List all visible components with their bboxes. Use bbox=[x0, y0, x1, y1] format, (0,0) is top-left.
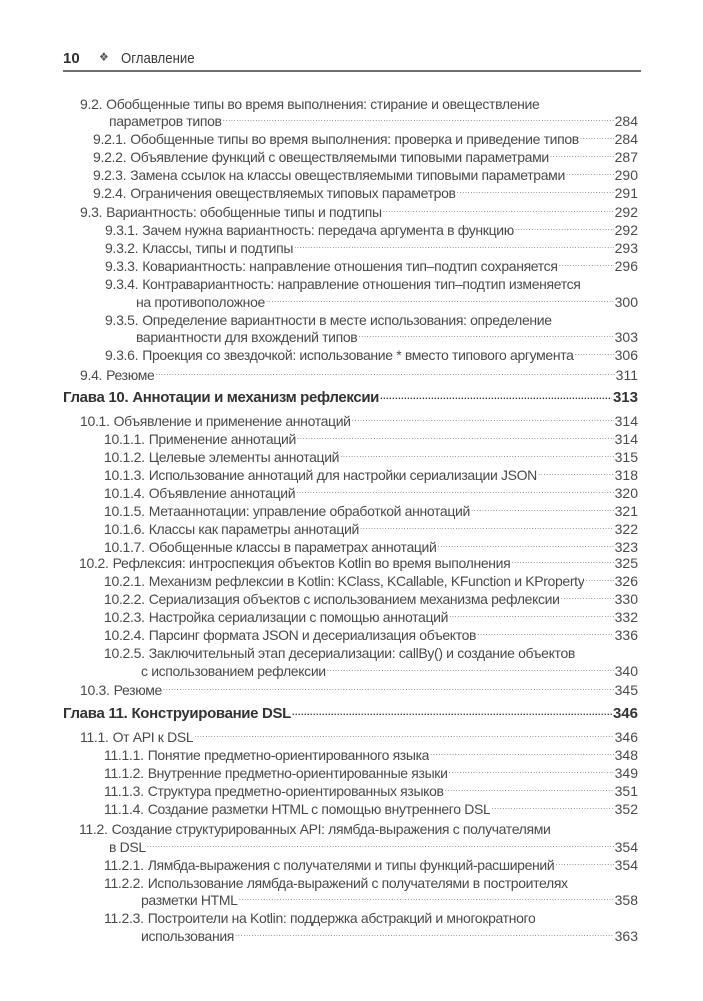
entry-title: Лямбда-выражения с получателями и типы функций-расширений bbox=[147, 857, 555, 873]
header-rule bbox=[63, 70, 641, 72]
dot-leader bbox=[536, 905, 637, 923]
toc-subsection-entry bbox=[105, 271, 638, 292]
dot-leader bbox=[553, 307, 637, 325]
entry-page-number: 363 bbox=[614, 928, 638, 944]
dot-leader bbox=[551, 816, 637, 834]
dot-leader bbox=[292, 700, 612, 718]
entry-number: 10.2.2. bbox=[104, 591, 145, 607]
toc-subsection-entry bbox=[104, 516, 638, 537]
entry-page-number: 313 bbox=[612, 389, 638, 406]
toc-section-entry bbox=[79, 816, 638, 837]
toc-subsection-entry bbox=[104, 852, 638, 873]
toc-section-entry bbox=[79, 550, 638, 571]
entry-number: 10.2. bbox=[79, 555, 109, 571]
running-header bbox=[63, 48, 640, 70]
dot-leader bbox=[477, 622, 614, 640]
toc-section-entry bbox=[80, 408, 638, 429]
entry-title: вариантности для вхождений типов bbox=[136, 329, 358, 345]
entry-title: Резюме bbox=[106, 367, 155, 383]
toc-subsection-entry bbox=[105, 253, 638, 274]
entry-title: Обобщенные типы во время выполнения: стирание и овеществление bbox=[106, 96, 540, 112]
dot-leader bbox=[358, 324, 613, 342]
dot-leader bbox=[471, 498, 614, 516]
dot-leader bbox=[575, 342, 614, 360]
entry-page-number: 290 bbox=[614, 167, 638, 183]
entry-title: Классы как параметры аннотаций bbox=[148, 521, 359, 537]
dot-leader bbox=[576, 640, 637, 658]
entry-number: 11.1.1. bbox=[104, 747, 144, 763]
entry-page-number: 322 bbox=[614, 521, 638, 537]
entry-title: Использование лямбда-выражений с получателями в построителях bbox=[147, 875, 568, 891]
entry-title: Целевые элементы аннотаций bbox=[148, 449, 340, 465]
entry-title: От API к DSL bbox=[112, 729, 194, 745]
toc-section-entry bbox=[80, 199, 638, 220]
entry-title: Заключительный этап десериализации: callBy() и создание объектов bbox=[148, 645, 575, 661]
entry-title: Зачем нужна вариантность: передача аргумента в функцию bbox=[142, 222, 514, 238]
toc-subsection-entry bbox=[104, 498, 638, 519]
entry-page-number: 292 bbox=[614, 204, 638, 220]
entry-number: 11.1.3. bbox=[104, 783, 144, 799]
entry-number: 10.1.7. bbox=[104, 539, 145, 555]
dot-leader bbox=[430, 742, 614, 760]
entry-number: 10.2.1. bbox=[104, 573, 145, 589]
entry-number: 9.3. bbox=[80, 204, 103, 220]
entry-number: 9.3.4. bbox=[105, 276, 139, 292]
dot-leader bbox=[491, 796, 613, 814]
entry-page-number: 321 bbox=[614, 503, 638, 519]
entry-page-number: 320 bbox=[614, 485, 638, 501]
toc-subsection-entry bbox=[136, 289, 638, 310]
entry-number: 9.2.1. bbox=[93, 131, 127, 147]
entry-number: 9.3.6. bbox=[105, 347, 139, 363]
entry-page-number: 336 bbox=[614, 627, 638, 643]
toc-subsection-entry bbox=[104, 640, 638, 661]
entry-number: 10.1. bbox=[80, 413, 110, 429]
entry-title: Обобщенные типы во время выполнения: проверка и приведение типов bbox=[130, 131, 579, 147]
toc-subsection-entry bbox=[104, 604, 638, 625]
entry-title: Ковариантность: направление отношения тип–подтип сохраняется bbox=[142, 258, 558, 274]
dot-leader bbox=[155, 362, 614, 380]
entry-page-number: 330 bbox=[614, 591, 638, 607]
dot-leader bbox=[352, 408, 614, 426]
entry-title: Контравариантность: направление отношения тип–подтип изменяется bbox=[142, 276, 581, 292]
entry-page-number: 332 bbox=[614, 609, 638, 625]
entry-page-number: 351 bbox=[614, 783, 638, 799]
dot-leader bbox=[566, 162, 614, 180]
entry-title: Внутренние предметно-ориентированные языки bbox=[147, 765, 448, 781]
entry-page-number: 296 bbox=[614, 258, 638, 274]
entry-page-number: 345 bbox=[614, 682, 638, 698]
entry-title: Парсинг формата JSON и десериализация объектов bbox=[148, 627, 477, 643]
toc-subsection-entry bbox=[104, 568, 638, 589]
entry-number: 9.4. bbox=[80, 367, 103, 383]
dot-leader bbox=[449, 604, 614, 622]
entry-number: 10.1.3. bbox=[104, 467, 145, 483]
toc-section-entry bbox=[80, 677, 638, 698]
entry-number: 9.2. bbox=[80, 96, 103, 112]
entry-number: 10.2.3. bbox=[104, 609, 145, 625]
entry-page-number: 303 bbox=[614, 329, 638, 345]
toc-subsection-entry bbox=[105, 217, 638, 238]
dot-leader bbox=[194, 724, 613, 742]
entry-title: Аннотации и механизм рефлексии bbox=[132, 389, 380, 406]
toc-subsection-entry bbox=[93, 162, 638, 183]
toc-section-entry bbox=[109, 108, 638, 129]
toc-subsection-entry bbox=[104, 622, 638, 643]
toc-subsection-entry bbox=[104, 870, 638, 891]
dot-leader bbox=[569, 870, 637, 888]
entry-title: Метааннотации: управление обработкой аннотаций bbox=[148, 503, 470, 519]
entry-title: параметров типов bbox=[109, 113, 222, 129]
entry-page-number: 346 bbox=[614, 729, 638, 745]
entry-number: 11.2. bbox=[79, 821, 108, 837]
dot-leader bbox=[380, 384, 612, 402]
dot-leader bbox=[296, 480, 613, 498]
entry-number: 11.2.3. bbox=[104, 910, 144, 926]
toc-subsection-entry bbox=[104, 586, 638, 607]
entry-number: Глава 11. bbox=[63, 705, 128, 722]
entry-title: Объявление функций с овеществляемыми типовыми параметрами bbox=[130, 149, 549, 165]
entry-title: Создание структурированных API: лямбда-выражения с получателями bbox=[111, 821, 551, 837]
dot-leader bbox=[294, 235, 614, 253]
entry-page-number: 291 bbox=[614, 185, 638, 201]
entry-number: 9.2.4. bbox=[93, 185, 127, 201]
toc-subsection-entry bbox=[93, 144, 638, 165]
toc-subsection-entry bbox=[104, 462, 638, 483]
entry-number: 9.3.1. bbox=[105, 222, 139, 238]
entry-number: 10.1.4. bbox=[104, 485, 145, 501]
entry-number: 9.2.2. bbox=[93, 149, 127, 165]
toc-subsection-entry bbox=[105, 307, 638, 328]
entry-title: Применение аннотаций bbox=[148, 431, 296, 447]
entry-page-number: 306 bbox=[614, 347, 638, 363]
toc-subsection-entry bbox=[93, 180, 638, 201]
dot-leader bbox=[550, 144, 614, 162]
entry-title: разметки HTML bbox=[141, 892, 238, 908]
entry-page-number: 358 bbox=[614, 892, 638, 908]
entry-title: Механизм рефлексии в Kotlin: KClass, KCallable, KFunction и KProperty bbox=[148, 573, 585, 589]
toc-section-entry bbox=[80, 91, 638, 112]
entry-page-number: 346 bbox=[612, 705, 638, 722]
entry-page-number: 284 bbox=[614, 113, 638, 129]
entry-title: Объявление аннотаций bbox=[148, 485, 296, 501]
entry-title: в DSL bbox=[109, 839, 146, 855]
entry-number: 10.3. bbox=[80, 682, 110, 698]
toc-chapter-entry bbox=[63, 700, 638, 722]
entry-title: Классы, типы и подтипы bbox=[142, 240, 294, 256]
dot-leader bbox=[340, 444, 613, 462]
entry-number: 9.2.3. bbox=[93, 167, 127, 183]
toc-subsection-entry bbox=[104, 760, 638, 781]
toc-subsection-entry bbox=[104, 742, 638, 763]
entry-page-number: 293 bbox=[614, 240, 638, 256]
entry-page-number: 352 bbox=[614, 801, 638, 817]
toc-section-entry bbox=[80, 362, 638, 383]
dot-leader bbox=[383, 199, 614, 217]
entry-number: 10.1.6. bbox=[104, 521, 145, 537]
entry-number: 11.2.2. bbox=[104, 875, 144, 891]
dot-leader bbox=[555, 852, 613, 870]
entry-page-number: 314 bbox=[614, 413, 638, 429]
entry-number: 9.3.5. bbox=[105, 312, 139, 328]
entry-title: Резюме bbox=[113, 682, 162, 698]
dot-leader bbox=[147, 834, 614, 852]
entry-title: с использованием рефлексии bbox=[141, 663, 326, 679]
entry-title: Построители на Kotlin: поддержка абстракций и многократного bbox=[147, 910, 536, 926]
ornament-icon: ❖ bbox=[99, 50, 109, 64]
dot-leader bbox=[235, 923, 614, 941]
entry-title: Рефлексия: интроспекция объектов Kotlin во время выполнения bbox=[112, 555, 511, 571]
toc-subsection-entry bbox=[141, 887, 638, 908]
dot-leader bbox=[239, 887, 614, 905]
dot-leader bbox=[582, 271, 637, 289]
entry-page-number: 354 bbox=[614, 839, 638, 855]
entry-page-number: 300 bbox=[614, 294, 638, 310]
entry-page-number: 340 bbox=[614, 663, 638, 679]
entry-title: Ограничения овеществляемых типовых параметров bbox=[130, 185, 456, 201]
dot-leader bbox=[360, 516, 614, 534]
entry-number: 10.1.5. bbox=[104, 503, 145, 519]
header-title: Оглавление bbox=[121, 50, 195, 67]
dot-leader bbox=[511, 550, 613, 568]
entry-title: использования bbox=[141, 928, 235, 944]
entry-number: 10.2.5. bbox=[104, 645, 145, 661]
dot-leader bbox=[538, 462, 614, 480]
entry-page-number: 354 bbox=[614, 857, 638, 873]
toc-subsection-entry bbox=[105, 342, 638, 363]
entry-number: 10.2.4. bbox=[104, 627, 145, 643]
entry-number: 10.1.1. bbox=[104, 431, 145, 447]
entry-title: Проекция со звездочкой: использование * вместо типового аргумента bbox=[142, 347, 574, 363]
toc-subsection-entry bbox=[141, 658, 638, 679]
entry-page-number: 311 bbox=[615, 367, 638, 383]
dot-leader bbox=[559, 253, 614, 271]
dot-leader bbox=[515, 217, 614, 235]
entry-title: Использование аннотаций для настройки сериализации JSON bbox=[148, 467, 537, 483]
toc-subsection-entry bbox=[93, 126, 638, 147]
toc-subsection-entry bbox=[136, 324, 638, 345]
entry-page-number: 318 bbox=[614, 467, 638, 483]
toc-subsection-entry bbox=[104, 796, 638, 817]
dot-leader bbox=[163, 677, 614, 695]
entry-number: 11.1.2. bbox=[104, 765, 144, 781]
dot-leader bbox=[266, 289, 614, 307]
entry-title: Структура предметно-ориентированных языков bbox=[147, 783, 444, 799]
entry-number: 11.1. bbox=[80, 729, 109, 745]
entry-title: Понятие предметно-ориентированного языка bbox=[147, 747, 430, 763]
entry-title: Сериализация объектов с использованием механизма рефлексии bbox=[148, 591, 560, 607]
dot-leader bbox=[457, 180, 614, 198]
entry-page-number: 314 bbox=[614, 431, 638, 447]
entry-title: Определение вариантности в месте использования: определение bbox=[142, 312, 552, 328]
entry-title: Настройка сериализации с помощью аннотаций bbox=[148, 609, 449, 625]
entry-page-number: 349 bbox=[614, 765, 638, 781]
toc-section-entry bbox=[80, 724, 638, 745]
toc-subsection-entry bbox=[104, 905, 638, 926]
entry-number: 11.2.1. bbox=[104, 857, 144, 873]
dot-leader bbox=[449, 760, 614, 778]
dot-leader bbox=[297, 426, 614, 444]
entry-number: 10.1.2. bbox=[104, 449, 145, 465]
toc-subsection-entry bbox=[104, 444, 638, 465]
entry-title: Вариантность: обобщенные типы и подтипы bbox=[106, 204, 382, 220]
toc-chapter-entry bbox=[63, 384, 638, 406]
dot-leader bbox=[445, 778, 614, 796]
dot-leader bbox=[580, 126, 614, 144]
entry-number: Глава 10. bbox=[63, 389, 129, 406]
entry-number: 11.1.4. bbox=[104, 801, 144, 817]
entry-title: Обобщенные классы в параметрах аннотаций bbox=[148, 539, 437, 555]
toc-subsection-entry bbox=[104, 480, 638, 501]
toc-subsection-entry bbox=[104, 778, 638, 799]
toc-subsection-entry bbox=[141, 923, 638, 944]
dot-leader bbox=[561, 586, 614, 604]
dot-leader bbox=[540, 91, 637, 109]
entry-page-number: 348 bbox=[614, 747, 638, 763]
entry-number: 9.3.3. bbox=[105, 258, 139, 274]
entry-page-number: 315 bbox=[614, 449, 638, 465]
entry-title: на противоположное bbox=[136, 294, 265, 310]
entry-number: 9.3.2. bbox=[105, 240, 139, 256]
entry-page-number: 325 bbox=[614, 555, 638, 571]
toc-subsection-entry bbox=[104, 426, 638, 447]
entry-title: Замена ссылок на классы овеществляемыми типовыми параметрами bbox=[130, 167, 565, 183]
toc-subsection-entry bbox=[105, 235, 638, 256]
dot-leader bbox=[327, 658, 614, 676]
entry-title: Конструирование DSL bbox=[131, 705, 291, 722]
entry-page-number: 284 bbox=[614, 131, 638, 147]
entry-title: Создание разметки HTML с помощью внутреннего DSL bbox=[147, 801, 491, 817]
entry-page-number: 323 bbox=[614, 539, 638, 555]
entry-page-number: 326 bbox=[614, 573, 638, 589]
page-number: 10 bbox=[63, 50, 80, 67]
toc-section-entry bbox=[109, 834, 638, 855]
entry-page-number: 292 bbox=[614, 222, 638, 238]
dot-leader bbox=[585, 568, 613, 586]
entry-page-number: 287 bbox=[614, 149, 638, 165]
dot-leader bbox=[223, 108, 614, 126]
entry-title: Объявление и применение аннотаций bbox=[113, 413, 351, 429]
